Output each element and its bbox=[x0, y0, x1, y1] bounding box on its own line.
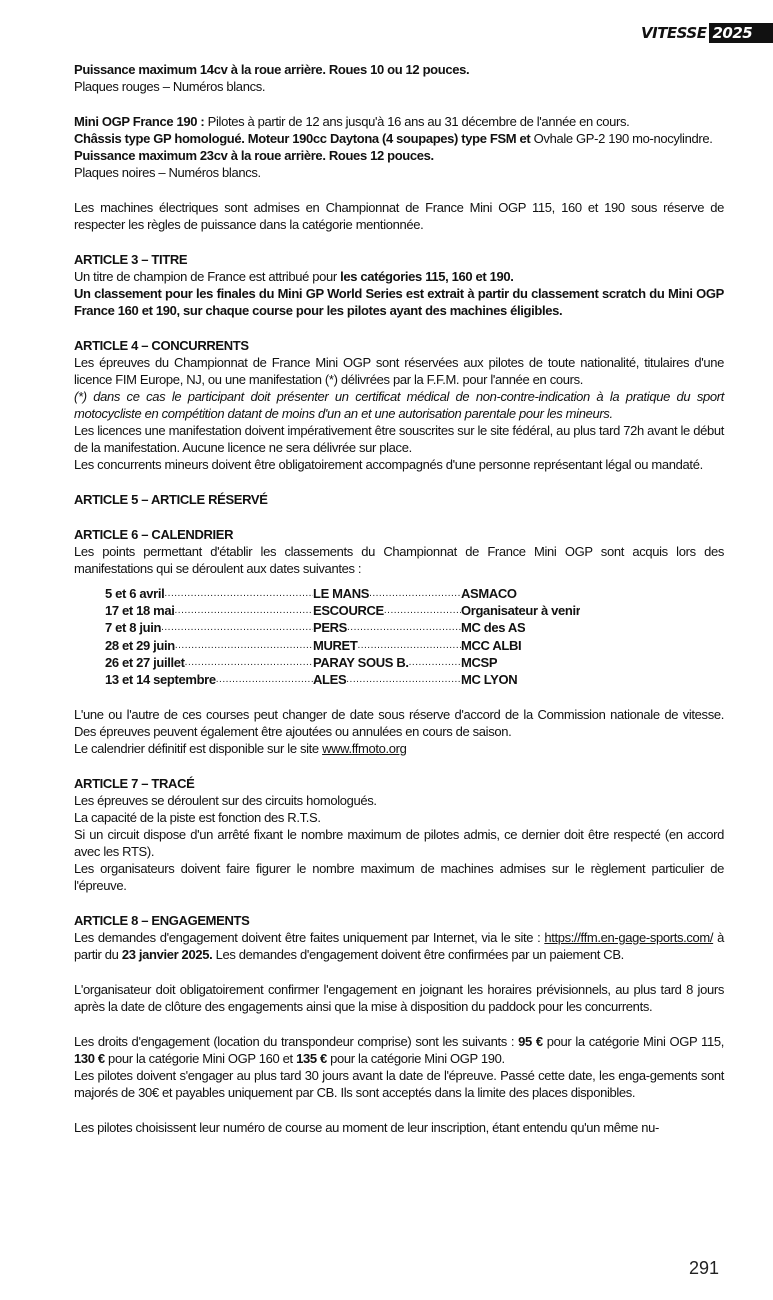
calendar-date: 13 et 14 septembre bbox=[105, 671, 216, 687]
calendar-place: PERS bbox=[313, 620, 348, 636]
article-7-p1: Les épreuves se déroulent sur des circuits homologués. bbox=[74, 793, 377, 809]
article-4-p3: Les licences une manifestation doivent impérativement être souscrites sur le site fédéral, au plus tard 72h avant le début de la manifestation. Aucune licence ne sera délivrée sur place. bbox=[74, 423, 724, 455]
intro-plates-115: Plaques rouges – Numéros blancs. bbox=[74, 79, 266, 94]
article-7-title: ARTICLE 7 – TRACÉ bbox=[74, 776, 195, 792]
calendar-place: ALES bbox=[313, 671, 347, 687]
article-4-p1: Les épreuves du Championnat de France Mini OGP sont réservées aux pilotes de toute nationalité, titulaires d'une licence FIM Europe, NJ, ou une manifestation (*) délivrées par la F.F.M. pour l'année en cours. bbox=[74, 355, 724, 387]
calendar-row bbox=[105, 585, 724, 602]
calendar-place: ESCOURCE bbox=[313, 603, 384, 619]
article-3-text: Un titre de champion de France est attribué pour les catégories 115, 160 et 190. bbox=[74, 269, 514, 284]
article-6-p2: L'une ou l'autre de ces courses peut changer de date sous réserve d'accord de la Commission nationale de vitesse. Des épreuves peuvent également être ajoutées ou annulées en cours de saison. bbox=[74, 707, 724, 740]
article-7-p3: Si un circuit dispose d'un arrêté fixant le nombre maximum de pilotes admis, ce dernier doit être respecté (en accord avec les RTS). bbox=[74, 827, 724, 860]
article-5-title: ARTICLE 5 – ARTICLE RÉSERVÉ bbox=[74, 492, 268, 507]
article-7-p2: La capacité de la piste est fonction des R.T.S. bbox=[74, 810, 321, 826]
article-8-p4: Les pilotes doivent s'engager au plus tard 30 jours avant la date de l'épreuve. Passé cette date, les enga-gements sont majorés de 30€ et payables uniquement par CB. Ils sont acceptés dans la limite des places disponibles. bbox=[74, 1068, 724, 1101]
calendar-organizer: MCSP bbox=[461, 654, 498, 670]
calendar-organizer: MC des AS bbox=[461, 620, 526, 636]
article-8-p5: Les pilotes choisissent leur numéro de course au moment de leur inscription, étant entendu qu'un même nu- bbox=[74, 1120, 660, 1136]
calendar-date: 5 et 6 avril bbox=[105, 586, 165, 601]
calendar-row bbox=[105, 637, 724, 654]
header-year: 2025 bbox=[709, 23, 773, 43]
article-7-p4: Les organisateurs doivent faire figurer le nombre maximum de machines admises sur le règlement particulier de l'épreuve. bbox=[74, 861, 724, 894]
calendar-row bbox=[105, 619, 724, 636]
header-word: VITESSE bbox=[641, 24, 707, 42]
article-4-note: (*) dans ce cas le participant doit présenter un certificat médical de non-contre-indication à la pratique du sport motocycliste en compétition datant de moins d'un an et une autorisation parentale pour les mineurs. bbox=[74, 389, 724, 421]
article-6-title: ARTICLE 6 – CALENDRIER bbox=[74, 527, 234, 542]
ffmoto-link[interactable]: www.ffmoto.org bbox=[322, 741, 407, 757]
calendar-row bbox=[105, 654, 724, 671]
calendar-organizer: MCC ALBI bbox=[461, 637, 522, 653]
calendar-place: MURET bbox=[313, 637, 358, 653]
running-header bbox=[641, 23, 773, 43]
article-8-title: ARTICLE 8 – ENGAGEMENTS bbox=[74, 913, 250, 929]
page-content bbox=[74, 61, 724, 1136]
calendar-organizer: ASMACO bbox=[461, 586, 517, 601]
article-4-p4: Les concurrents mineurs doivent être obligatoirement accompagnés d'une personne représentant légal ou mandaté. bbox=[74, 457, 703, 472]
engage-sports-link[interactable]: https://ffm.en-gage-sports.com/ bbox=[544, 930, 714, 946]
article-8-p1: Les demandes d'engagement doivent être faites uniquement par Internet, via le site : https://ffm.en-gage-sports.com/ à partir du 23 janvier 2025. Les demandes d'engagement doivent être confirmées par un paiement CB. bbox=[74, 930, 724, 963]
calendar-row bbox=[105, 602, 724, 619]
calendar-row bbox=[105, 671, 724, 688]
article-3-ranking: Un classement pour les finales du Mini GP World Series est extrait à partir du classement scratch du Mini OGP France 160 et 190, sur chaque course pour les pilotes ayant des machines éligibles. bbox=[74, 286, 724, 318]
calendar-table bbox=[105, 585, 724, 688]
article-8-p3: Les droits d'engagement (location du transpondeur comprise) sont les suivants : 95 € pour la catégorie Mini OGP 115, 130 € pour la catégorie Mini OGP 160 et 135 € pour la catégorie Mini OGP 190. bbox=[74, 1034, 724, 1067]
calendar-organizer: Organisateur à venir bbox=[461, 603, 581, 619]
article-6-p1: Les points permettant d'établir les classements du Championnat de France Mini OGP sont acquis lors des manifestations qui se déroulent aux dates suivantes : bbox=[74, 544, 724, 576]
calendar-place: LE MANS bbox=[313, 586, 370, 601]
calendar-date: 26 et 27 juillet bbox=[105, 654, 185, 670]
calendar-date: 7 et 8 juin bbox=[105, 620, 162, 636]
intro-plates-190: Plaques noires – Numéros blancs. bbox=[74, 165, 261, 180]
article-8-p2: L'organisateur doit obligatoirement confirmer l'engagement en joignant les horaires prévisionnels, au plus tard 8 jours après la date de clôture des engagements ainsi que la mise à disposition du paddock pour les concurrents. bbox=[74, 982, 724, 1015]
calendar-date: 28 et 29 juin bbox=[105, 637, 175, 653]
article-6-p3: Le calendrier définitif est disponible sur le site www.ffmoto.org bbox=[74, 741, 407, 757]
calendar-organizer: MC LYON bbox=[461, 671, 518, 687]
intro-190-power: Puissance maximum 23cv à la roue arrière. Roues 12 pouces. bbox=[74, 148, 434, 163]
intro-bold-line: Puissance maximum 14cv à la roue arrière. Roues 10 ou 12 pouces. bbox=[74, 62, 470, 77]
intro-190-paragraph: Mini OGP France 190 : Pilotes à partir de 12 ans jusqu'à 16 ans au 31 décembre de l'année en cours. Châssis type GP homologué. Moteur 190cc Daytona (4 soupapes) type FSM et Ovhale GP-2 190 mo-nocylindre. bbox=[74, 114, 713, 146]
page-number: 291 bbox=[688, 1258, 719, 1278]
calendar-place: PARAY SOUS B. bbox=[313, 654, 409, 670]
article-3-title: ARTICLE 3 – TITRE bbox=[74, 252, 188, 267]
article-4-title: ARTICLE 4 – CONCURRENTS bbox=[74, 338, 249, 353]
intro-electric: Les machines électriques sont admises en Championnat de France Mini OGP 115, 160 et 190 sous réserve de respecter les règles de puissance dans la catégorie mentionnée. bbox=[74, 200, 724, 232]
calendar-date: 17 et 18 mai bbox=[105, 603, 175, 619]
